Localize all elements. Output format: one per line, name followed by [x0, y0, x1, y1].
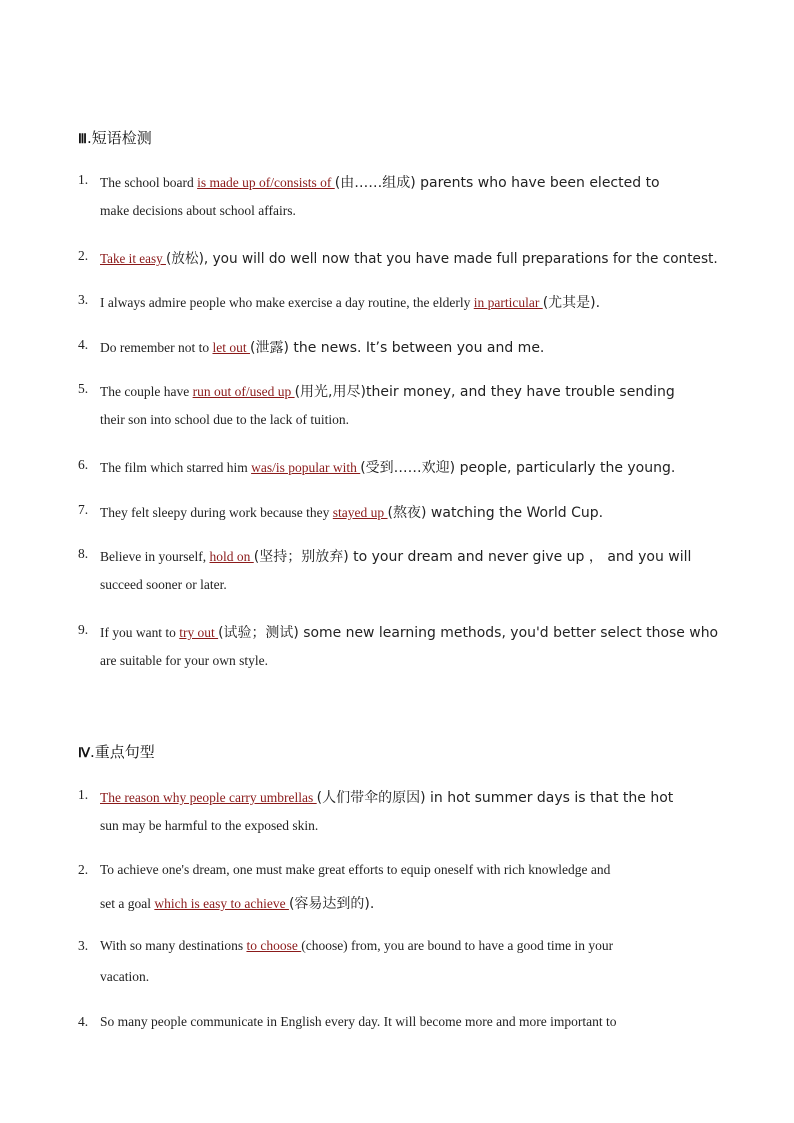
- section-title-key-sentences: [78, 741, 155, 762]
- item-text: (尤其是).: [542, 295, 601, 311]
- section-title-phrase-test: [78, 127, 152, 148]
- item-line: [100, 893, 718, 913]
- list-item: [78, 1014, 718, 1034]
- answer-text: run out of/used up: [192, 384, 295, 399]
- answer-text: The reason why people carry umbrellas: [100, 790, 317, 805]
- list-item: [78, 457, 718, 477]
- item-text: set a goal: [100, 896, 155, 911]
- item-text: (受到……欢迎) people, particularly the young.: [360, 460, 676, 476]
- answer-text: try out: [179, 625, 219, 640]
- item-text: (坚持；别放弃) to your dream and never give up ， and you will: [253, 549, 692, 565]
- item-line: make decisions about school affairs.: [100, 203, 296, 218]
- list-item: [78, 502, 718, 522]
- item-text: Do remember not to: [100, 340, 213, 355]
- item-line: succeed sooner or later.: [100, 577, 227, 592]
- item-text: (由……组成) parents who have been elected to: [334, 175, 660, 191]
- item-line: vacation.: [100, 969, 150, 984]
- answer-text: is made up of/consists of: [197, 175, 335, 190]
- answer-text: stayed up: [332, 505, 388, 520]
- list-item: [78, 787, 718, 837]
- item-line: [100, 337, 718, 357]
- item-number: 8.: [78, 546, 89, 561]
- item-line: To achieve one's dream, one must make great efforts to equip oneself with rich knowledge and: [100, 862, 611, 877]
- item-line: sun may be harmful to the exposed skin.: [100, 818, 319, 833]
- item-number: 6.: [78, 457, 89, 472]
- item-line: their son into school due to the lack of tuition.: [100, 412, 349, 427]
- item-line: [100, 381, 718, 401]
- item-number: 3.: [78, 938, 89, 953]
- item-number: 1.: [78, 787, 89, 802]
- item-text: (人们带伞的原因) in hot summer days is that the hot: [316, 790, 674, 806]
- list-item: [78, 381, 718, 431]
- item-text: The school board: [100, 175, 198, 190]
- answer-text: in particular: [473, 295, 543, 310]
- list-item: [78, 546, 718, 596]
- item-number: 9.: [78, 622, 89, 637]
- item-text: I always admire people who make exercise a day routine, the elderly: [100, 295, 474, 310]
- list-item: [78, 622, 718, 672]
- item-line: [100, 292, 718, 312]
- item-line: [100, 502, 718, 522]
- list-item: [78, 292, 718, 312]
- answer-text: to choose: [246, 938, 302, 953]
- item-text: With so many destinations: [100, 938, 247, 953]
- item-number: 7.: [78, 502, 89, 517]
- item-line: [100, 172, 718, 192]
- item-line: [100, 248, 718, 268]
- item-text: The couple have: [100, 384, 193, 399]
- item-line: [100, 622, 719, 642]
- item-text: (泄露) the news. It’s between you and me.: [249, 340, 545, 356]
- list-item: [78, 172, 718, 222]
- answer-text: which is easy to achieve: [154, 896, 289, 911]
- section-roman-numeral: Ⅳ: [78, 745, 90, 760]
- section-title-text: .短语检测: [86, 129, 152, 147]
- item-text: If you want to: [100, 625, 180, 640]
- item-text: (放松), you will do well now that you have made full preparations for the contest.: [165, 251, 718, 267]
- section-roman-numeral: Ⅲ: [78, 131, 87, 146]
- item-text: (熬夜) watching the World Cup.: [387, 505, 604, 521]
- item-number: 4.: [78, 337, 89, 352]
- item-line: [100, 546, 718, 566]
- item-text: (choose) from, you are bound to have a good time in your: [301, 938, 614, 953]
- item-line: So many people communicate in English every day. It will become more and more important to: [100, 1014, 617, 1029]
- item-number: 2.: [78, 248, 89, 263]
- list-item: [78, 938, 718, 988]
- list-item: [78, 248, 718, 268]
- answer-text: was/is popular with: [251, 460, 361, 475]
- item-text: (用光,用尽)their money, and they have trouble sending: [294, 384, 675, 400]
- item-line: [100, 787, 718, 807]
- item-text: The film which starred him: [100, 460, 252, 475]
- item-text: (试验；测试) some new learning methods, you'd better select those who: [218, 625, 719, 641]
- item-number: 4.: [78, 1014, 89, 1029]
- item-number: 2.: [78, 862, 89, 877]
- item-line: are suitable for your own style.: [100, 653, 268, 668]
- list-item: [78, 337, 718, 357]
- item-line: [100, 938, 718, 954]
- item-number: 3.: [78, 292, 89, 307]
- item-number: 5.: [78, 381, 89, 396]
- item-text: They felt sleepy during work because they: [100, 505, 333, 520]
- list-item: [78, 862, 718, 912]
- item-text: Believe in yourself,: [100, 549, 210, 564]
- answer-text: hold on: [209, 549, 254, 564]
- item-number: 1.: [78, 172, 89, 187]
- item-line: [100, 457, 718, 477]
- section-title-text: .重点句型: [90, 743, 155, 761]
- item-text: (容易达到的).: [288, 896, 375, 912]
- answer-text: let out: [212, 340, 250, 355]
- answer-text: Take it easy: [100, 251, 166, 266]
